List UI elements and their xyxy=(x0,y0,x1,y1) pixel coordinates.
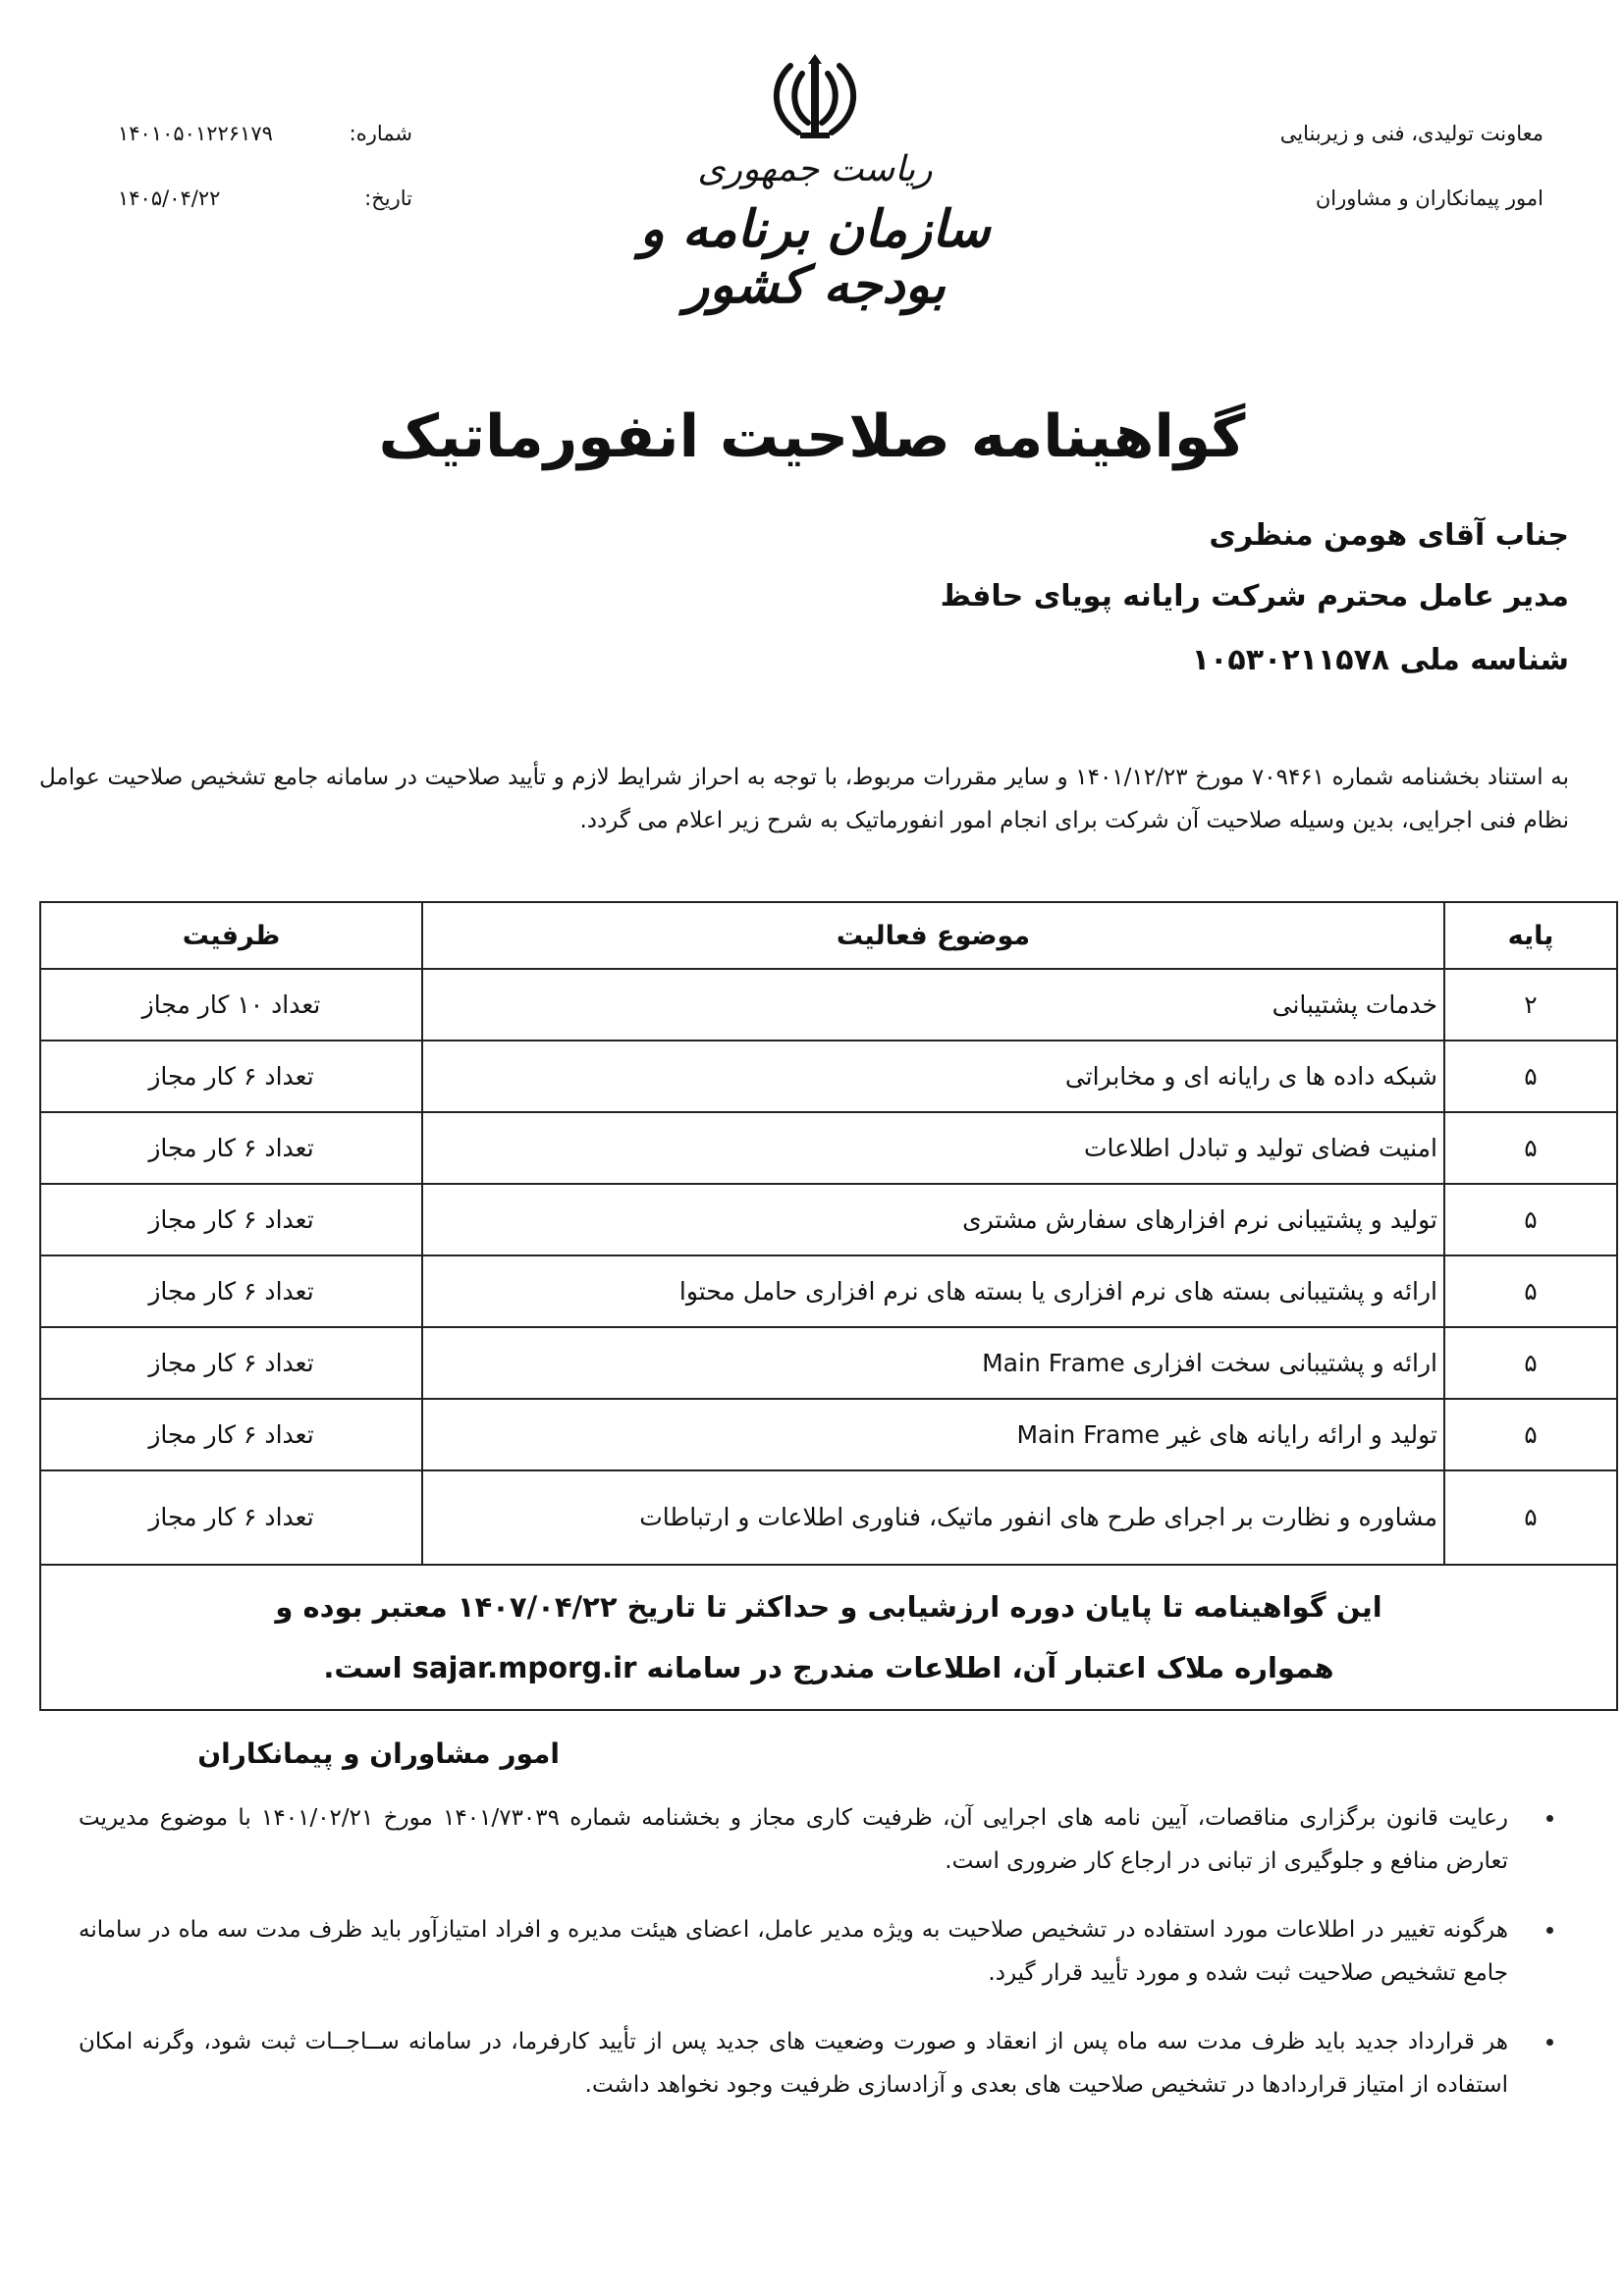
table-row xyxy=(40,969,1617,1041)
validity-line-2: همواره ملاک اعتبار آن، اطلاعات مندرج در سامانه sajar.mporg.ir است. xyxy=(323,1651,1334,1684)
number-value: ۱۴۰۱۰۵۰۱۲۲۶۱۷۹ xyxy=(118,122,273,145)
note-text: هرگونه تغییر در اطلاعات مورد استفاده در تشخیص صلاحیت به ویژه مدیر عامل، اعضای هیئت مدیره و افراد امتیازآور باید ظرف مدت سه ماه در سامانه جامع تشخیص صلاحیت ثبت شده و مورد تأیید قرار گیرد. xyxy=(79,1917,1508,1986)
row-base: ۲ xyxy=(1444,969,1617,1041)
row-capacity: تعداد ۶ کار مجاز xyxy=(40,1327,422,1399)
certificate-title: گواهینامه صلاحیت انفورماتیک xyxy=(378,402,1246,471)
row-subject: تولید و پشتیبانی نرم افزارهای سفارش مشتری xyxy=(422,1184,1444,1255)
presidency-text: ریاست جمهوری xyxy=(697,149,933,189)
row-subject: تولید و ارائه رایانه های غیر Main Frame xyxy=(422,1399,1444,1470)
row-capacity: تعداد ۶ کار مجاز xyxy=(40,1470,422,1565)
addressee-name: جناب آقای هومن منظری xyxy=(1209,518,1569,553)
header-capacity: ظرفیت xyxy=(40,902,422,969)
note-text: رعایت قانون برگزاری مناقصات، آیین نامه های اجرایی آن، ظرفیت کاری مجاز و بخشنامه شماره ۱۴۰۱/۷۳۰۳۹ مورخ ۱۴۰۱/۰۲/۲۱ با موضوع مدیریت تعارض منافع و جلوگیری از تبانی در ارجاع کار ضروری است. xyxy=(79,1805,1509,1874)
national-id: شناسه ملی ۱۰۵۳۰۲۱۱۵۷۸ xyxy=(1191,643,1569,677)
row-capacity: تعداد ۶ کار مجاز xyxy=(40,1255,422,1327)
table-row xyxy=(40,1327,1617,1399)
row-subject: شبکه داده ها ی رایانه ای و مخابراتی xyxy=(422,1041,1444,1112)
letter-date-row xyxy=(118,187,412,210)
table-row xyxy=(40,1470,1617,1565)
row-capacity: تعداد ۶ کار مجاز xyxy=(40,1112,422,1184)
qualification-table xyxy=(39,901,1618,1711)
note-text: هر قرارداد جدید باید ظرف مدت سه ماه پس از انعقاد و صورت وضعیت های جدید پس از تأیید کارفرما، در سامانه ســاجــات ثبت شود، وگرنه امکان استفاده از امتیاز قراردادها در تشخیص صلاحیت های بعدی و آزادسازی ظرفیت وجود نخواهد داشت. xyxy=(79,2029,1508,2098)
header-subject: موضوع فعالیت xyxy=(422,902,1444,969)
table-row xyxy=(40,1399,1617,1470)
header-base: پایه xyxy=(1444,902,1617,969)
row-subject: امنیت فضای تولید و تبادل اطلاعات xyxy=(422,1112,1444,1184)
row-base: ۵ xyxy=(1444,1041,1617,1112)
organization-emblem xyxy=(599,54,1031,316)
bullet-icon xyxy=(1546,1815,1553,1822)
addressee-position: مدیر عامل محترم شرکت رایانه پویای حافظ xyxy=(940,579,1569,614)
validity-line-1: این گواهینامه تا پایان دوره ارزشیابی و حداکثر تا تاریخ ۱۴۰۷/۰۴/۲۲ معتبر بوده و xyxy=(275,1590,1382,1624)
row-subject: ارائه و پشتیبانی بسته های نرم افزاری یا بسته های نرم افزاری حامل محتوا xyxy=(422,1255,1444,1327)
list-item xyxy=(79,1908,1563,1995)
row-base: ۵ xyxy=(1444,1184,1617,1255)
list-item xyxy=(79,2020,1563,2107)
row-base: ۵ xyxy=(1444,1470,1617,1565)
validity-note xyxy=(40,1565,1617,1710)
row-base: ۵ xyxy=(1444,1399,1617,1470)
row-capacity: تعداد ۱۰ کار مجاز xyxy=(40,969,422,1041)
notes-list xyxy=(79,1796,1563,2132)
row-base: ۵ xyxy=(1444,1327,1617,1399)
iran-emblem-icon xyxy=(761,54,869,142)
date-value: ۱۴۰۵/۰۴/۲۲ xyxy=(118,187,221,210)
table-row xyxy=(40,1112,1617,1184)
table-row xyxy=(40,1041,1617,1112)
validity-row xyxy=(40,1565,1617,1710)
row-base: ۵ xyxy=(1444,1112,1617,1184)
list-item xyxy=(79,1796,1563,1883)
row-subject: ارائه و پشتیبانی سخت افزاری Main Frame xyxy=(422,1327,1444,1399)
department-line-2: امور پیمانکاران و مشاوران xyxy=(1315,187,1543,210)
number-label: شماره: xyxy=(349,122,412,145)
bullet-icon xyxy=(1546,2039,1553,2046)
organization-name: سازمان برنامه و بودجه کشور xyxy=(639,199,991,316)
letter-number-row xyxy=(118,122,412,145)
signature-department: امور مشاوران و پیمانکاران xyxy=(197,1737,560,1770)
bullet-icon xyxy=(1546,1927,1553,1934)
table-header-row xyxy=(40,902,1617,969)
table-row xyxy=(40,1255,1617,1327)
row-capacity: تعداد ۶ کار مجاز xyxy=(40,1399,422,1470)
department-line-1: معاونت تولیدی، فنی و زیربنایی xyxy=(1279,122,1543,145)
row-capacity: تعداد ۶ کار مجاز xyxy=(40,1041,422,1112)
row-capacity: تعداد ۶ کار مجاز xyxy=(40,1184,422,1255)
row-subject: خدمات پشتیبانی xyxy=(422,969,1444,1041)
table-row xyxy=(40,1184,1617,1255)
row-subject: مشاوره و نظارت بر اجرای طرح های انفور ماتیک، فناوری اطلاعات و ارتباطات xyxy=(422,1470,1444,1565)
row-base: ۵ xyxy=(1444,1255,1617,1327)
date-label: تاریخ: xyxy=(364,187,412,210)
intro-paragraph: به استناد بخشنامه شماره ۷۰۹۴۶۱ مورخ ۱۴۰۱/۱۲/۲۳ و سایر مقررات مربوط، با توجه به احراز شرایط لازم و تأیید صلاحیت در سامانه جامع تشخیص صلاحیت عوامل نظام فنی اجرایی، بدین وسیله صلاحیت آن شرکت برای انجام امور انفورماتیک به شرح زیر اعلام می گردد. xyxy=(39,765,1569,833)
